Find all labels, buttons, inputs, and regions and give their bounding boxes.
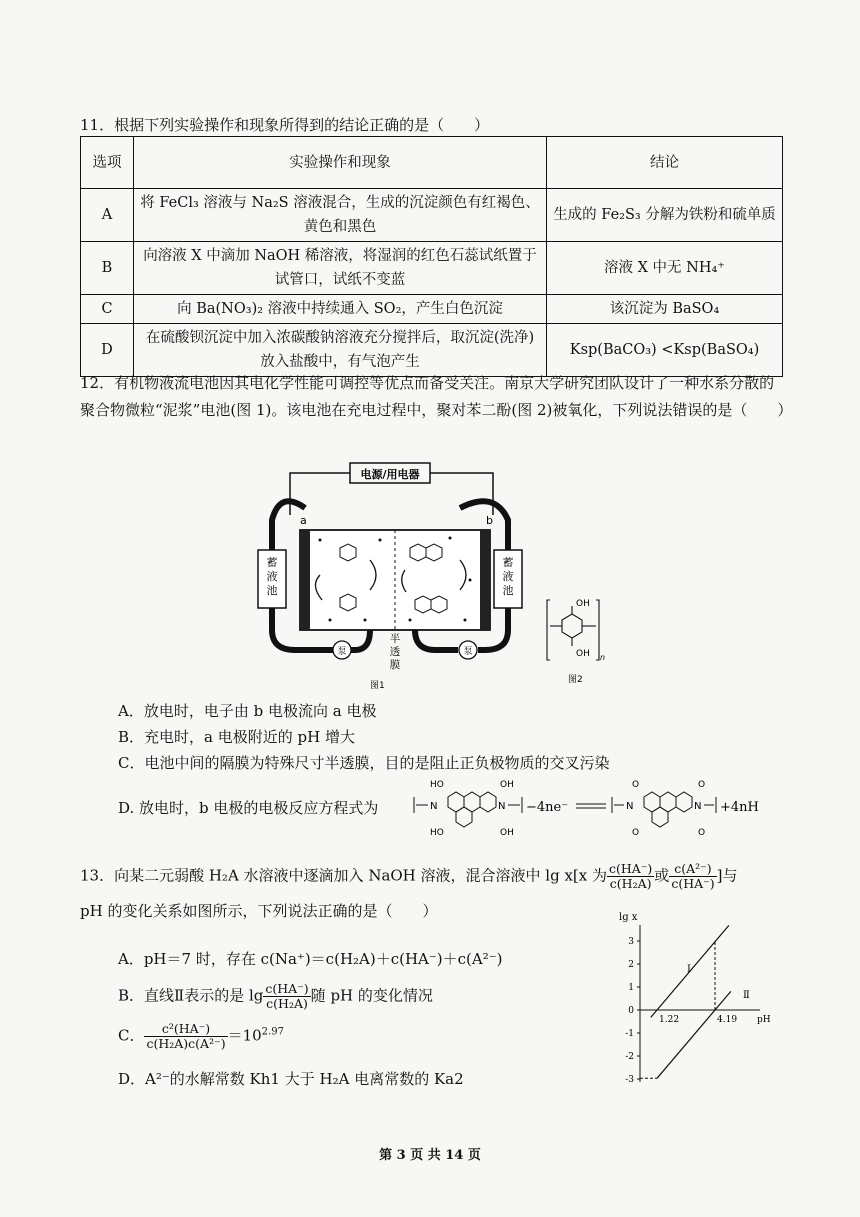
reactant-n-left: N bbox=[430, 801, 438, 812]
y-tick-label: 2 bbox=[628, 960, 634, 970]
q13-option-c-pre: C． bbox=[118, 1026, 145, 1045]
product-o-top-right: O bbox=[698, 780, 706, 790]
power-label: 电源/用电器 bbox=[360, 468, 420, 481]
row-option: D bbox=[81, 324, 134, 377]
q12-option-c: C．电池中间的隔膜为特殊尺寸半透膜，目的是阻止正负极物质的交叉污染 bbox=[118, 754, 610, 772]
x-axis-label: pH bbox=[757, 1015, 771, 1025]
q13-option-c bbox=[118, 1022, 284, 1051]
q12-option-b: B．充电时，a 电极附近的 pH 增大 bbox=[118, 728, 355, 746]
row-operation: 向 Ba(NO₃)₂ 溶液中持续通入 SO₂，产生白色沉淀 bbox=[134, 295, 547, 324]
product-n-left: N bbox=[626, 801, 634, 812]
row-operation: 将 FeCl₃ 溶液与 Na₂S 溶液混合，生成的沉淀颜色有红褐色、黄色和黑色 bbox=[134, 189, 547, 242]
table-row bbox=[81, 242, 783, 295]
q12-option-a: A．放电时，电子由 b 电极流向 a 电极 bbox=[118, 702, 377, 720]
y-tick-label: -1 bbox=[625, 1029, 634, 1039]
x-tick-label: 1.22 bbox=[659, 1015, 680, 1025]
q12-stem: 12．有机物液流电池因其电化学性能可调控等优点而备受关注。南京大学研究团队设计了一种水系分散的聚合物微粒“泥浆”电池(图 1)。该电池在充电过程中，聚对苯二酚(图 2)被氧化，下列说法错误的是（ ） bbox=[80, 374, 793, 419]
wire-left bbox=[290, 473, 350, 515]
tube-right-return bbox=[415, 630, 458, 650]
y-tick-label: 3 bbox=[628, 937, 634, 947]
row-option: C bbox=[81, 295, 134, 324]
fraction-c: $\frac{\text{c²(HA⁻)}}{\text{c(H₂A)c(A²⁻)}}$ bbox=[146, 1021, 226, 1051]
fig2-oh-top: OH bbox=[576, 599, 590, 609]
row-operation: 在硫酸钡沉淀中加入浓碳酸钠溶液充分搅拌后，取沉淀(洗净)放入盐酸中，有气泡产生 bbox=[134, 324, 547, 377]
q13-option-a: A．pH＝7 时，存在 c(Na⁺)＝c(H₂A)＋c(HA⁻)＋c(A²⁻) bbox=[118, 950, 503, 968]
d-equation bbox=[408, 775, 780, 840]
q13-option-b-post: 随 pH 的变化情况 bbox=[310, 986, 433, 1005]
reactant-ho-bottom: HO bbox=[430, 828, 444, 838]
q13-option-b-pre: B．直线Ⅱ表示的是 lg bbox=[118, 986, 264, 1005]
product-o-bottom-right: O bbox=[698, 828, 706, 838]
q13-option-c-post: ＝10 bbox=[227, 1026, 262, 1045]
q11-stem: 11．根据下列实验操作和现象所得到的结论正确的是（ ） bbox=[80, 116, 490, 134]
y-tick-label: 0 bbox=[628, 1006, 634, 1016]
row-conclusion: Ksp(BaCO₃) <Ksp(BaSO₄) bbox=[547, 324, 783, 377]
q13-option-d: D．A²⁻的水解常数 Kh1 大于 H₂A 电离常数的 Ka2 bbox=[118, 1070, 464, 1088]
membrane-label: 半透膜 bbox=[389, 633, 401, 671]
tank-left-label: 蓄液池 bbox=[266, 556, 278, 597]
fig2-structure bbox=[547, 600, 599, 660]
fig1-caption: 图1 bbox=[370, 681, 385, 691]
tank-right-label: 蓄液池 bbox=[502, 556, 514, 597]
table-row bbox=[81, 189, 783, 242]
fig2-oh-bottom: OH bbox=[576, 649, 590, 659]
reactant-n-right: N bbox=[498, 801, 506, 812]
row-operation: 向溶液 X 中滴加 NaOH 稀溶液，将湿润的红色石蕊试纸置于试管口，试纸不变蓝 bbox=[134, 242, 547, 295]
q13-stem-line1: 13．向某二元弱酸 H₂A 水溶液中逐滴加入 NaOH 溶液，混合溶液中 lg x[x 为 $\frac{c(HA^-)}{\text{c(H₂A)}}$ 或 $\frac{\text{c(A²⁻)}}{c(HA^-)}$ ]与 bbox=[80, 861, 738, 891]
row-conclusion: 生成的 Fe₂S₃ 分解为铁粉和硫单质 bbox=[547, 189, 783, 242]
electrode-a-label: a bbox=[300, 514, 307, 527]
q13-stem-part1: 13．向某二元弱酸 H₂A 水溶液中逐滴加入 NaOH 溶液，混合溶液中 lg x[x 为 bbox=[80, 866, 608, 885]
series-line-II bbox=[657, 991, 731, 1078]
fraction-ha-h2a: $\frac{c(HA^-)}{\text{c(H₂A)}}$ bbox=[609, 861, 653, 891]
q13-chart bbox=[605, 910, 785, 1085]
q12-option-d: D. 放电时，b 电极的电极反应方程式为 bbox=[118, 799, 379, 817]
page-footer: 第 3 页 共 14 页 bbox=[379, 1148, 481, 1163]
header-option: 选项 bbox=[81, 137, 134, 189]
reactant-oh-top: OH bbox=[500, 780, 514, 790]
y-ticks bbox=[625, 937, 640, 1085]
chart-lines bbox=[640, 925, 731, 1078]
tube-left-return bbox=[350, 630, 370, 650]
row-option: A bbox=[81, 189, 134, 242]
fraction-a2-ha: $\frac{\text{c(A²⁻)}}{c(HA^-)}$ bbox=[671, 861, 715, 891]
fig2-n: n bbox=[600, 653, 606, 662]
q13-stem-line2: pH 的变化关系如图所示，下列说法正确的是（ ） bbox=[80, 902, 438, 920]
reactant-ho-top: HO bbox=[430, 780, 444, 790]
electrode-b-label: b bbox=[486, 514, 493, 527]
reactant-oh-bottom: OH bbox=[500, 828, 514, 838]
q13-option-c-exp: 2.97 bbox=[261, 1026, 284, 1038]
electrode-a bbox=[300, 530, 310, 630]
product-o-top-left: O bbox=[632, 780, 640, 790]
fig2-caption: 图2 bbox=[568, 675, 583, 685]
electrode-b bbox=[480, 530, 490, 630]
y-tick-label: 1 bbox=[628, 983, 634, 993]
table-row bbox=[81, 295, 783, 324]
battery-figure bbox=[250, 460, 610, 695]
line-label-II: Ⅱ bbox=[743, 990, 750, 1001]
header-conclusion: 结论 bbox=[547, 137, 783, 189]
header-operation: 实验操作和现象 bbox=[134, 137, 547, 189]
product-o-bottom-left: O bbox=[632, 828, 640, 838]
row-conclusion: 该沉淀为 BaSO₄ bbox=[547, 295, 783, 324]
q13-option-b bbox=[118, 982, 433, 1011]
x-ticks bbox=[659, 1015, 737, 1025]
product-n-right: N bbox=[694, 801, 702, 812]
x-tick-label: 4.19 bbox=[717, 1015, 738, 1025]
fraction-b: $\frac{c(HA^-)}{\text{c(H₂A)}}$ bbox=[265, 981, 309, 1011]
equals-arrow bbox=[576, 804, 606, 808]
pump-left-label: 泵 bbox=[337, 647, 347, 657]
line-label-I: Ⅰ bbox=[687, 964, 691, 975]
q11-table bbox=[80, 136, 783, 377]
proton-term: +4nH bbox=[720, 800, 759, 815]
y-tick-label: -2 bbox=[625, 1052, 634, 1062]
electron-term: −4ne⁻ bbox=[526, 800, 569, 815]
row-conclusion: 溶液 X 中无 NH₄⁺ bbox=[547, 242, 783, 295]
row-option: B bbox=[81, 242, 134, 295]
y-axis-label: lg x bbox=[619, 912, 638, 923]
table-row bbox=[81, 324, 783, 377]
pump-right-label: 泵 bbox=[463, 647, 473, 657]
y-tick-label: -3 bbox=[625, 1075, 634, 1085]
